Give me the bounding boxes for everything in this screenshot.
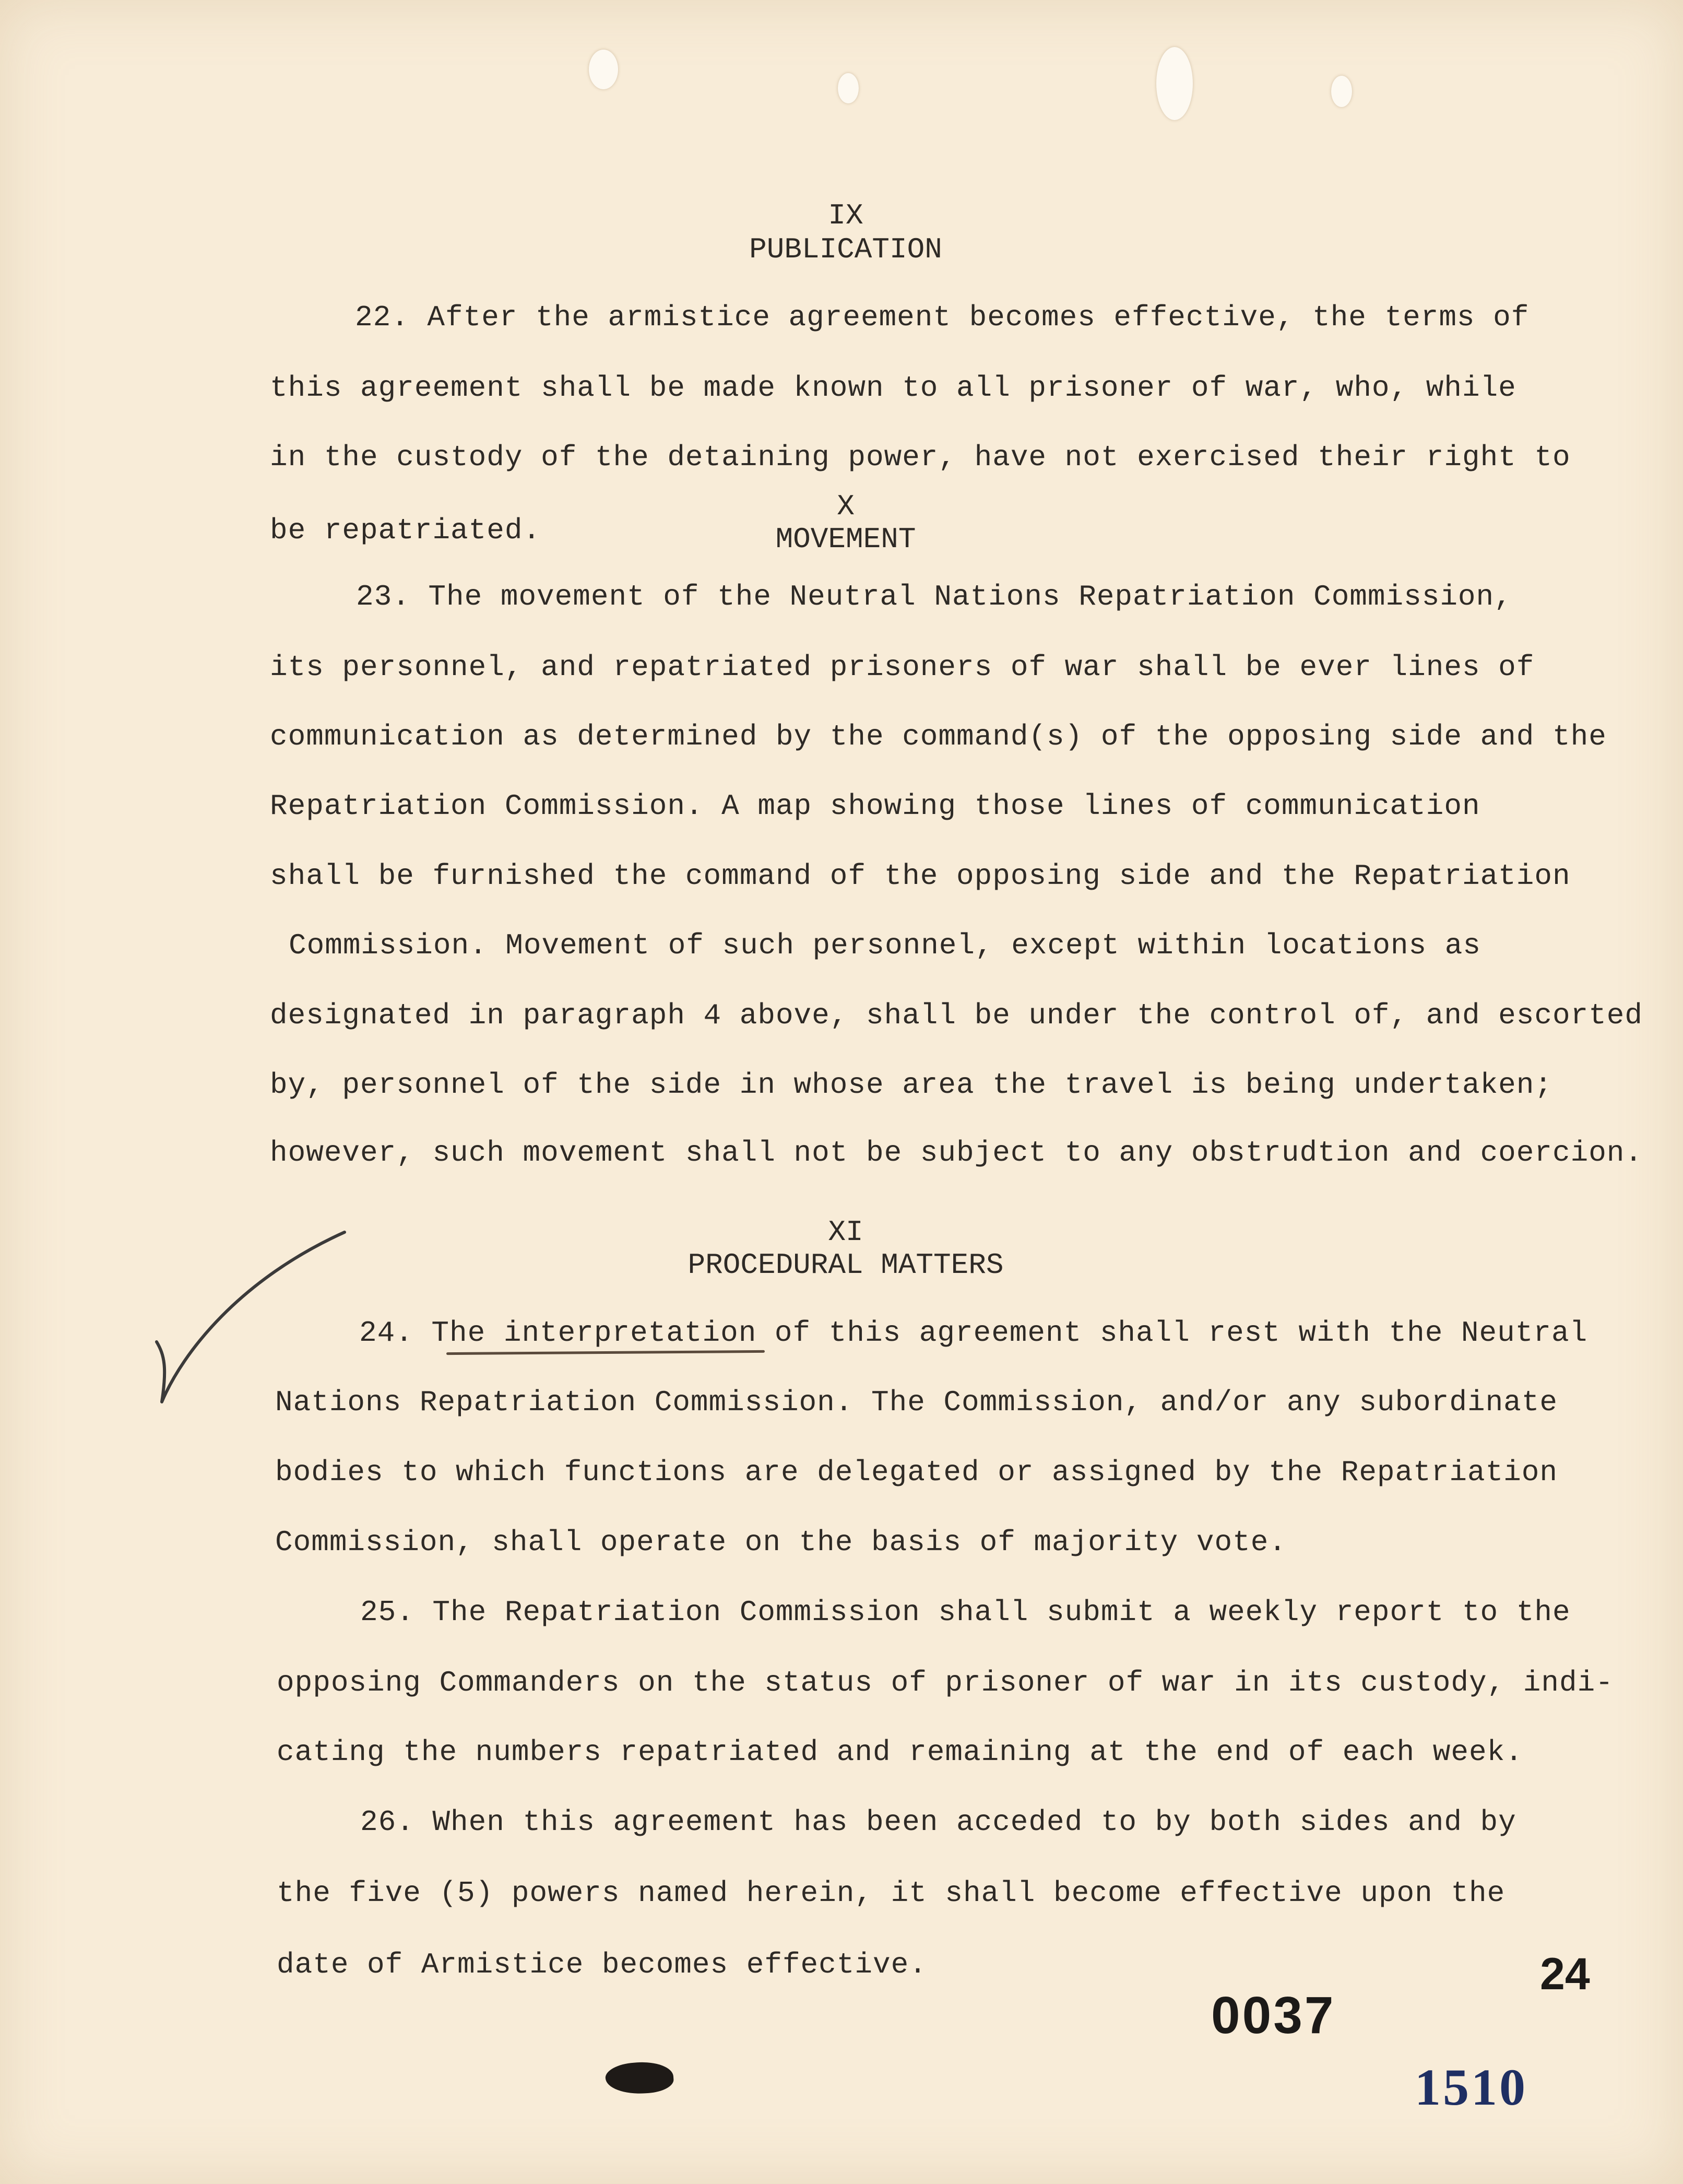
paragraph-24-line-2: Nations Repatriation Commission. The Commission, and/or any subordinate [275, 1386, 1558, 1419]
punch-hole-center [838, 73, 859, 103]
paragraph-22-line-2: this agreement shall be made known to all prisoner of war, who, while [270, 371, 1516, 405]
punch-hole-far-right [1331, 76, 1352, 107]
paragraph-26-line-2: the five (5) powers named herein, it shall become effective upon the [277, 1876, 1506, 1910]
paragraph-23-line-1: 23. The movement of the Neutral Nations Repatriation Commission, [356, 580, 1512, 613]
paragraph-24-line-1: 24. The interpretation of this agreement shall rest with the Neutral [359, 1316, 1588, 1350]
paragraph-26-line-1: 26. When this agreement has been acceded to by both sides and by [360, 1805, 1516, 1839]
paragraph-25-line-3: cating the numbers repatriated and remaining at the end of each week. [277, 1736, 1523, 1769]
paragraph-23-line-2: its personnel, and repatriated prisoners of war shall be ever lines of [270, 651, 1535, 684]
paragraph-26-line-3: date of Armistice becomes effective. [277, 1948, 927, 1981]
paragraph-23-line-7: designated in paragraph 4 above, shall be under the control of, and escorted [270, 999, 1643, 1032]
paragraph-23-line-3: communication as determined by the command(s) of the opposing side and the [270, 720, 1607, 753]
paragraph-22-line-4: be repatriated. [270, 514, 541, 547]
punch-hole-right [1156, 47, 1193, 120]
section-9-title: PUBLICATION [749, 233, 942, 266]
paragraph-24-line-3: bodies to which functions are delegated or assigned by the Repatriation [275, 1456, 1558, 1489]
paragraph-23-line-6: Commission. Movement of such personnel, except within locations as [289, 929, 1481, 962]
paragraph-22-line-1: 22. After the armistice agreement becomes effective, the terms of [355, 301, 1530, 334]
serial-number-stamp: 0037 [1211, 1986, 1336, 2045]
paragraph-24-line-4: Commission, shall operate on the basis of majority vote. [275, 1526, 1287, 1559]
paragraph-25-line-1: 25. The Repatriation Commission shall submit a weekly report to the [360, 1596, 1571, 1629]
check-mark-icon [146, 1222, 355, 1420]
paragraph-23-line-5: shall be furnished the command of the opposing side and the Repatriation [270, 859, 1571, 893]
handwritten-underline [446, 1350, 765, 1355]
paragraph-23-line-8: by, personnel of the side in whose area the travel is being undertaken; [270, 1068, 1552, 1102]
section-11-numeral: XI [828, 1215, 863, 1249]
section-10-numeral: X [837, 490, 855, 523]
punch-hole-left [589, 50, 618, 89]
section-10-title: MOVEMENT [775, 523, 916, 556]
ink-smudge [605, 2060, 674, 2096]
section-9-numeral: IX [828, 199, 863, 232]
file-number-stamp: 1510 [1415, 2058, 1527, 2116]
page-number-stamp: 24 [1540, 1949, 1590, 1999]
paragraph-23-line-4: Repatriation Commission. A map showing those lines of communication [270, 789, 1480, 823]
paragraph-23-line-9: however, such movement shall not be subject to any obstrudtion and coercion. [270, 1136, 1643, 1170]
paragraph-25-line-2: opposing Commanders on the status of prisoner of war in its custody, indi- [277, 1666, 1614, 1699]
section-11-title: PROCEDURAL MATTERS [688, 1248, 1004, 1282]
paragraph-22-line-3: in the custody of the detaining power, have not exercised their right to [270, 441, 1571, 474]
